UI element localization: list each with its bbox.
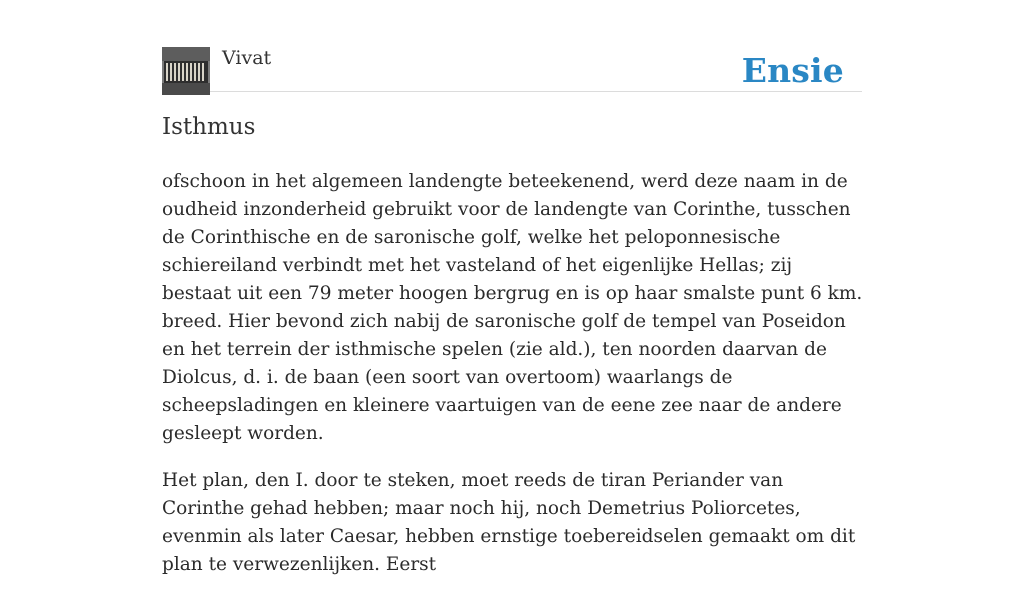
article-paragraph: ofschoon in het algemeen landengte beteekenend, werd deze naam in de oudheid inzonderheid gebruikt voor de landengte van Corinthe, tusschen de Corinthische en de saronische golf, welke het peloponnesische schiereiland verbindt met het vasteland of het eigenlijke Hellas; zij bestaat uit een 79 meter hoogen bergrug en is op haar smalste punt 6 km. breed. Hier bevond zich nabij de saronische golf de tempel van Poseidon en het terrein der isthmische spelen (zie ald.), ten noorden daarvan de Diolcus, d. i. de baan (een soort van overtoom) waarlangs de scheepsladingen en kleinere vaartuigen van de eene zee naar de andere gesleept worden. — [162, 171, 863, 444]
article-paragraph: Het plan, den I. door te steken, moet reeds de tiran Periander van Corinthe gehad hebben; maar noch hij, noch Demetrius Poliorcetes, evenmin als later Caesar, hebben ernstige toebereidselen gemaakt om dit plan te verwezenlijken. Eerst — [162, 470, 856, 575]
header — [162, 42, 862, 92]
book-spines-avatar-icon — [162, 47, 210, 95]
article-body — [162, 168, 866, 598]
author-name[interactable]: Vivat — [222, 47, 272, 69]
brand-logo[interactable]: Ensie — [741, 51, 844, 90]
author-avatar[interactable] — [162, 47, 210, 95]
page-title: Isthmus — [162, 114, 256, 140]
